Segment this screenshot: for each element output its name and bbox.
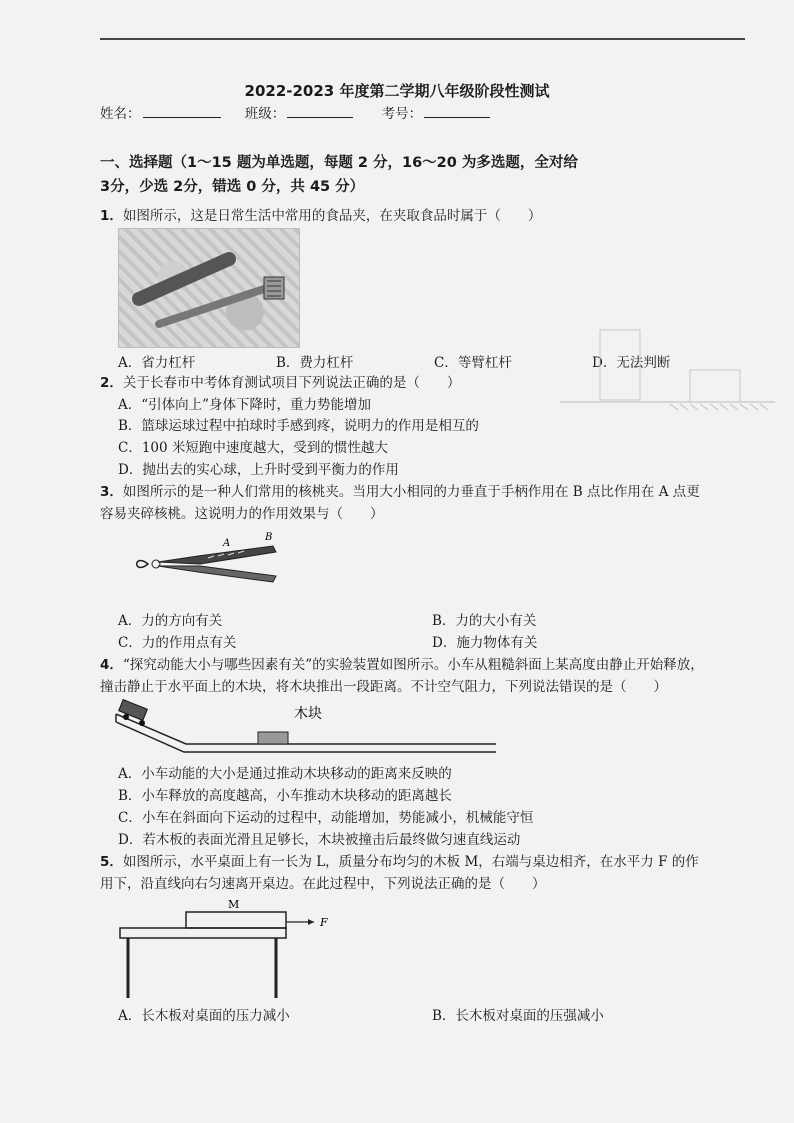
question-4-stem-line1: 4．“探究动能大小与哪些因素有关”的实验装置如图所示。小车从粗糙斜面上某高度由静止开始释放， [100,657,704,673]
question-3-option-a[interactable]: A．力的方向有关 [118,613,223,629]
question-3-option-c[interactable]: C．力的作用点有关 [118,635,237,651]
question-1-option-a[interactable]: A．省力杠杆 [118,355,196,371]
question-2-option-a[interactable]: A．“引体向上”身体下降时，重力势能增加 [118,397,372,413]
food-clip-photo [118,228,300,348]
incline-cart-figure [116,700,506,758]
question-4-option-b[interactable]: B．小车释放的高度越高，小车推动木块移动的距离越长 [118,788,452,804]
question-4-option-d[interactable]: D．若木板的表面光滑且足够长，木块被撞击后最终做匀速直线运动 [118,832,521,848]
question-2-option-d[interactable]: D．抛出去的实心球，上升时受到平衡力的作用 [118,462,399,478]
class-label: 班级： [244,106,286,122]
question-5-stem-line2: 用下，沿直线向右匀速离开桌边。在此过程中，下列说法正确的是（ ） [100,876,546,892]
question-5-option-a[interactable]: A．长木板对桌面的压力减小 [118,1008,290,1024]
force-label-f: F [320,916,328,929]
exam-no-label: 考号： [381,106,423,122]
question-3-stem-line2: 容易夹碎核桃。这说明力的作用效果与（ ） [100,506,384,522]
question-3-option-b[interactable]: B．力的大小有关 [432,613,537,629]
exam-no-blank[interactable] [424,104,490,118]
food-clip-sketch [119,229,299,347]
question-1-option-c[interactable]: C．等臂杠杆 [434,355,512,371]
nutcracker-label-b: B [265,532,273,543]
question-2-stem: 2．关于长春市中考体育测试项目下列说法正确的是（ ） [100,375,461,391]
question-1-stem: 1．如图所示，这是日常生活中常用的食品夹，在夹取食品时属于（ ） [100,208,542,224]
section-heading-line1: 一、选择题（1～15 题为单选题，每题 2 分，16～20 为多选题，全对给 [100,155,578,171]
question-1-option-b[interactable]: B．费力杠杆 [276,355,354,371]
page-title: 2022-2023 年度第二学期八年级阶段性测试 [244,82,550,100]
question-2-option-b[interactable]: B．篮球运球过程中拍球时手感到疼，说明力的作用是相互的 [118,418,479,434]
wood-block-label: 木块 [294,706,322,722]
board-label-m: M [228,898,240,911]
nutcracker-figure [128,532,288,592]
question-3-stem-line1: 3．如图所示的是一种人们常用的核桃夹。当用大小相同的力垂直于手柄作用在 B 点比作用在 A 点更 [100,484,700,500]
class-blank[interactable] [287,104,353,118]
top-rule [100,38,745,40]
name-label: 姓名： [100,106,141,122]
question-1-option-d[interactable]: D．无法判断 [592,355,671,371]
question-4-option-c[interactable]: C．小车在斜面向下运动的过程中，动能增加，势能减小，机械能守恒 [118,810,534,826]
question-5-option-b[interactable]: B．长木板对桌面的压强减小 [432,1008,604,1024]
section-heading-line2: 3分，少选 2分，错选 0 分，共 45 分） [100,179,365,195]
bleed-through-sketch [560,300,780,420]
question-2-option-c[interactable]: C．100 米短跑中速度越大，受到的惯性越大 [118,440,388,456]
question-4-stem-line2: 撞击静止于水平面上的木块，将木块推出一段距离。不计空气阻力，下列说法错误的是（ ） [100,679,667,695]
student-info-row [100,104,492,124]
nutcracker-label-a: A [223,538,231,549]
question-5-stem-line1: 5．如图所示，水平桌面上有一长为 L，质量分布均匀的木板 M，右端与桌边相齐，在水平力 F 的作 [100,854,699,870]
table-board-figure [118,896,358,1002]
question-4-option-a[interactable]: A．小车动能的大小是通过推动木块移动的距离来反映的 [118,766,452,782]
name-blank[interactable] [143,104,221,118]
question-3-option-d[interactable]: D．施力物体有关 [432,635,538,651]
